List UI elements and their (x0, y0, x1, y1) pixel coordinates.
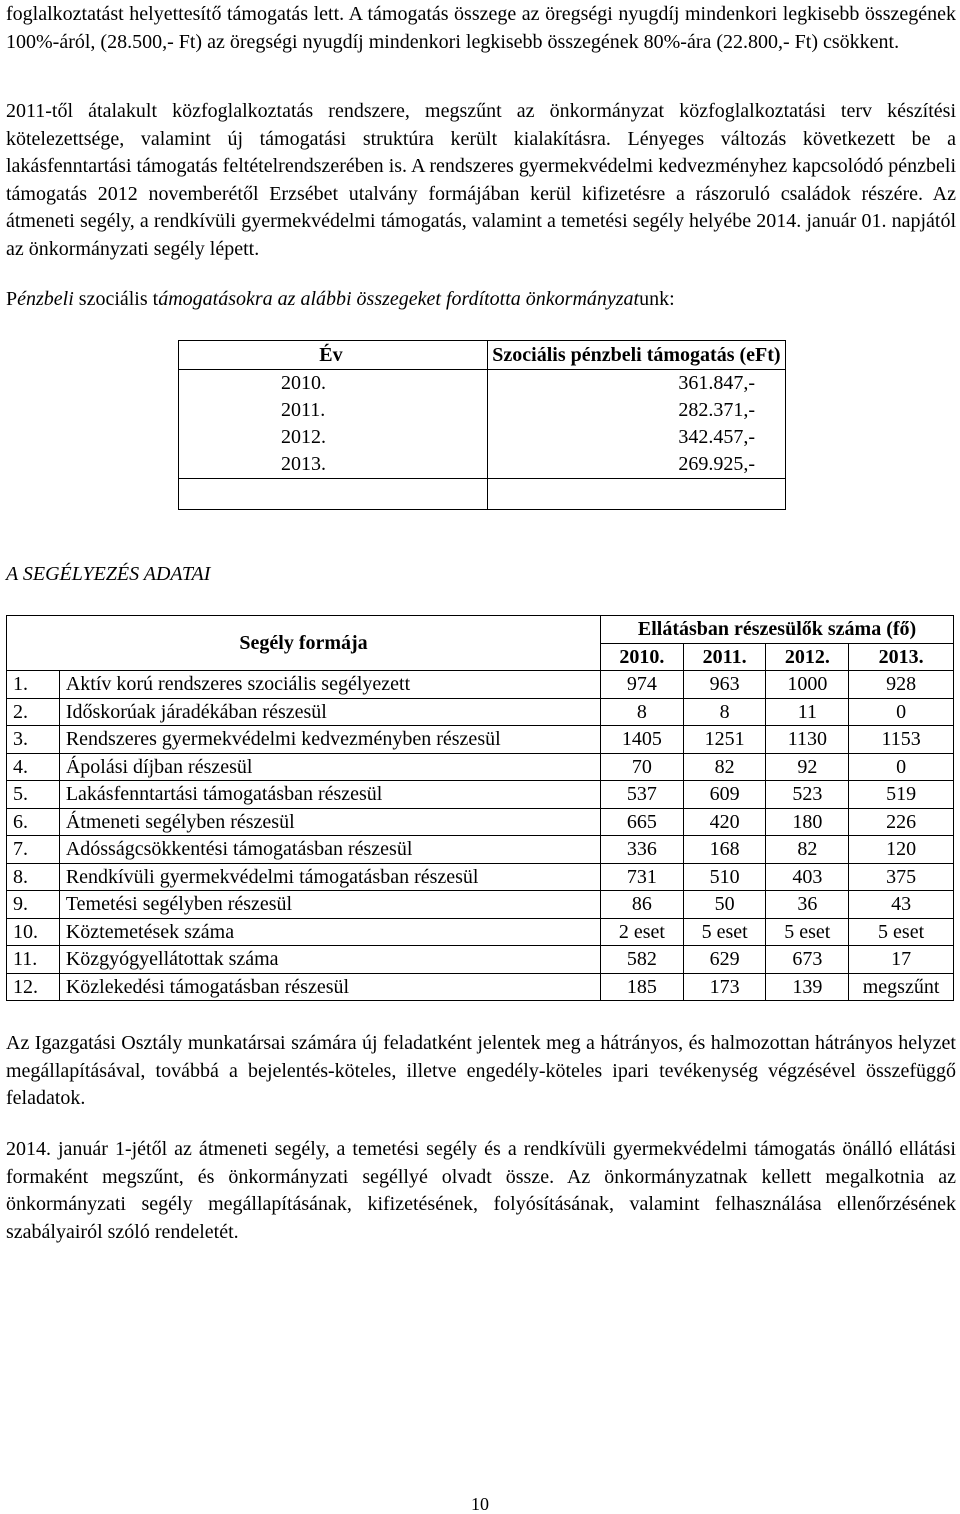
paragraph-2: 2011-től átalakult közfoglalkoztatás rendszere, megszűnt az önkormányzat közfoglalkoztatási terv készítési kötelezettsége, valamint új támogatási struktúra került kialakításra. Lényeges változás következett be a lakásfenntartási támogatás feltételrendszerében is. A rendszeres gyermekvédelmi kedvezményhez kapcsolódó pénzbeli támogatás 2012 novemberétől Erzsébet utalvány formájában kerül kifizetésre a rászoruló családok részére. Az átmeneti segély, a rendkívüli gyermekvédelmi támogatás, valamint a temetési segély helyébe 2014. január 01. napjától az önkormányzati segély lépett. (6, 100, 956, 260)
benefit-count: megszűnt (849, 973, 954, 1001)
benefit-count: 50 (683, 891, 766, 919)
benefit-count: 120 (849, 836, 954, 864)
benefit-count: 375 (849, 863, 954, 891)
table-row (7, 698, 954, 726)
paragraph-4: 2014. január 1-jétől az átmeneti segély, a temetési segély és a rendkívüli gyermekvédelmi támogatás önálló ellátási formaként megszűnt, és önkormányzati segéllyé olvadt össze. Az önkormányzatnak kellett megalkotnia az önkormányzati segély megállapításának, kifizetésének, folyósításának, valamint felhasználása ellenőrzésének szabályairól szóló rendeletét. (6, 1138, 956, 1243)
page-number: 10 (471, 1494, 489, 1514)
row-number: 8. (7, 863, 60, 891)
benefit-count: 17 (849, 946, 954, 974)
table1-amount: 361.847,- (487, 370, 785, 398)
benefit-count: 1000 (766, 671, 849, 699)
benefit-count: 5 eset (766, 918, 849, 946)
benefit-name: Közlekedési támogatásban részesül (59, 973, 600, 1001)
table1-empty-cell (179, 479, 488, 510)
benefit-name: Ápolási díjban részesül (59, 753, 600, 781)
table-row (7, 946, 954, 974)
benefit-count: 11 (766, 698, 849, 726)
benefit-count: 168 (683, 836, 766, 864)
benefit-count: 1405 (601, 726, 684, 754)
table-row (7, 918, 954, 946)
benefit-count: 403 (766, 863, 849, 891)
benefit-count: 82 (683, 753, 766, 781)
table1-amount: 342.457,- (487, 424, 785, 451)
table1-empty-cell (487, 479, 785, 510)
benefit-name: Közgyógyellátottak száma (59, 946, 600, 974)
table1-header-year: Év (179, 341, 488, 370)
benefit-count: 582 (601, 946, 684, 974)
benefit-count: 36 (766, 891, 849, 919)
table1-year: 2012. (179, 424, 488, 451)
row-number: 11. (7, 946, 60, 974)
benefit-count: 8 (683, 698, 766, 726)
row-number: 6. (7, 808, 60, 836)
benefit-name: Aktív korú rendszeres szociális segélyezett (59, 671, 600, 699)
benefit-count: 43 (849, 891, 954, 919)
benefit-name: Temetési segélyben részesül (59, 891, 600, 919)
benefit-count: 1130 (766, 726, 849, 754)
table-row (7, 836, 954, 864)
benefit-count: 537 (601, 781, 684, 809)
benefit-name: Átmeneti segélyben részesül (59, 808, 600, 836)
table2-header-year: 2012. (766, 643, 849, 671)
table-row (7, 891, 954, 919)
benefit-name: Adósságcsökkentési támogatásban részesül (59, 836, 600, 864)
table1-year: 2010. (179, 370, 488, 398)
table1-header-amount: Szociális pénzbeli támogatás (eFt) (487, 341, 785, 370)
table-row (7, 671, 954, 699)
benefit-count: 70 (601, 753, 684, 781)
row-number: 2. (7, 698, 60, 726)
benefit-count: 92 (766, 753, 849, 781)
row-number: 12. (7, 973, 60, 1001)
benefit-count: 5 eset (683, 918, 766, 946)
benefit-count: 0 (849, 753, 954, 781)
section-heading-segely: A SEGÉLYEZÉS ADATAI (6, 563, 211, 585)
benefit-count: 731 (601, 863, 684, 891)
row-number: 10. (7, 918, 60, 946)
benefit-count: 5 eset (849, 918, 954, 946)
benefit-count: 226 (849, 808, 954, 836)
intro-part-6: unk: (639, 288, 675, 310)
benefit-count: 519 (849, 781, 954, 809)
row-number: 9. (7, 891, 60, 919)
benefit-count: 139 (766, 973, 849, 1001)
table1-year: 2013. (179, 451, 488, 479)
intro-part-1: P (6, 288, 18, 310)
table2-header-form: Segély formája (7, 616, 601, 671)
benefit-count: 1153 (849, 726, 954, 754)
table-row (7, 973, 954, 1001)
row-number: 7. (7, 836, 60, 864)
benefit-count: 609 (683, 781, 766, 809)
paragraph-1: foglalkoztatást helyettesítő támogatás lett. A támogatás összege az öregségi nyugdíj mindenkori legkisebb összegének 100%-áról, (28.500,- Ft) az öregségi nyugdíj mindenkori legkisebb összegének 80%-ára (22.800,- Ft) csökkent. (6, 3, 956, 53)
table-row (7, 726, 954, 754)
table-row (7, 863, 954, 891)
benefits-table (6, 615, 954, 1001)
benefit-count: 86 (601, 891, 684, 919)
table-row (7, 808, 954, 836)
benefit-count: 2 eset (601, 918, 684, 946)
row-number: 4. (7, 753, 60, 781)
benefit-count: 928 (849, 671, 954, 699)
benefit-name: Lakásfenntartási támogatásban részesül (59, 781, 600, 809)
table2-header-year: 2011. (683, 643, 766, 671)
table1-amount: 282.371,- (487, 397, 785, 424)
benefit-count: 0 (849, 698, 954, 726)
benefit-name: Köztemetések száma (59, 918, 600, 946)
benefit-name: Rendkívüli gyermekvédelmi támogatásban részesül (59, 863, 600, 891)
table1-intro (6, 285, 675, 313)
benefit-count: 673 (766, 946, 849, 974)
social-support-table (178, 340, 786, 510)
benefit-count: 185 (601, 973, 684, 1001)
benefit-count: 629 (683, 946, 766, 974)
paragraph-3: Az Igazgatási Osztály munkatársai számára új feladatként jelentek meg a hátrányos, és halmozottan hátrányos helyzet megállapításával, továbbá a bejelentés-köteles, illetve engedély-köteles ipari tevékenység végzésével összefüggő feladatok. (6, 1032, 956, 1109)
row-number: 5. (7, 781, 60, 809)
benefit-count: 420 (683, 808, 766, 836)
benefit-count: 523 (766, 781, 849, 809)
benefit-count: 180 (766, 808, 849, 836)
benefit-count: 82 (766, 836, 849, 864)
intro-part-4: t (152, 288, 159, 310)
benefit-count: 8 (601, 698, 684, 726)
table1-year: 2011. (179, 397, 488, 424)
benefit-count: 665 (601, 808, 684, 836)
table1-amount: 269.925,- (487, 451, 785, 479)
row-number: 1. (7, 671, 60, 699)
benefit-count: 963 (683, 671, 766, 699)
intro-part-5: ámogatásokra az alábbi összegeket fordította önkormányzat (158, 288, 640, 310)
benefit-count: 173 (683, 973, 766, 1001)
benefit-count: 336 (601, 836, 684, 864)
benefit-name: Rendszeres gyermekvédelmi kedvezményben részesül (59, 726, 600, 754)
intro-part-2: énzbeli (17, 288, 74, 310)
table2-header-year: 2010. (601, 643, 684, 671)
table2-header-year: 2013. (849, 643, 954, 671)
row-number: 3. (7, 726, 60, 754)
benefit-count: 1251 (683, 726, 766, 754)
benefit-name: Időskorúak járadékában részesül (59, 698, 600, 726)
table2-header-count: Ellátásban részesülők száma (fő) (601, 616, 954, 644)
table-row (7, 781, 954, 809)
benefit-count: 510 (683, 863, 766, 891)
intro-part-3: szociális (73, 288, 153, 310)
table-row (7, 753, 954, 781)
benefit-count: 974 (601, 671, 684, 699)
